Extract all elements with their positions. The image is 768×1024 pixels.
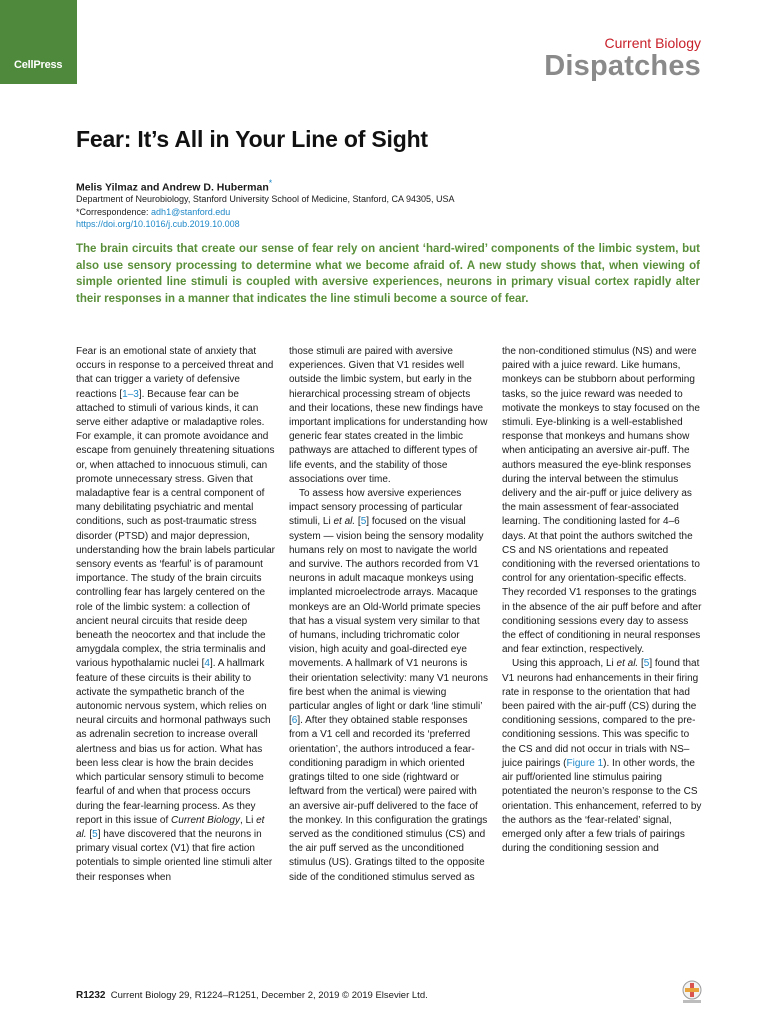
body-column-2 [289, 345, 489, 885]
footer-citation: Current Biology 29, R1224–R1251, December 2, 2019 © 2019 Elsevier Ltd. [110, 990, 428, 1001]
cellpress-logo: CellPress [14, 59, 63, 71]
citation-link[interactable]: 5 [643, 658, 650, 670]
correspondence-label: *Correspondence: [76, 206, 152, 217]
paragraph: those stimuli are paired with aversive experiences. Given that V1 resides well outside the limbic system, but early in the hierarchical processing stream of objects and their locations, these new findings have important implications for understanding how generic fear states created in the limbic pathways are attached to different types of life events, and the stability of those associations over time. [289, 346, 488, 485]
citation-link[interactable]: 6 [291, 715, 298, 727]
page-number: R1232 [76, 990, 106, 1001]
paragraph: the non-conditioned stimulus (NS) and were paired with a juice reward. Like humans, monkeys can be stubborn about performing tasks, so the juice reward was needed to motivate the monkeys to stay focused on the stimuli. Eye-blinking is a well-established response that monkeys and humans show when anticipating an aversive air-puff. The authors measured the eye-blink responses during the interval between the stimulus delivery and the air-puff or juice delivery as the main assessment of fear-associated learning. The conditioning lasted for 4–6 days. At that point the authors switched the CS and NS orientations and repeated conditioning with the reversed orientations to control for any orientation-specific effects. They recorded V1 responses to the gratings in the absence of the air puff before and after conditioning sessions every day to assess the effect of conditioning in neural responses and fear extinction, respectively. [502, 346, 702, 656]
citation-link[interactable]: 1–3 [122, 388, 139, 400]
authors: Melis Yilmaz and Andrew D. Huberman [76, 181, 269, 194]
paragraph: Using this approach, Li et al. [5] found that V1 neurons had enhancements in their firing rate in response to the orientation that had been paired with the air-puff (CS) during the conditioning sessions, compared to the pre-conditioning sessions. This was specific to the CS and did not occur in trials with NS–juice pairings (Figure 1). In other words, the air puff/oriented line stimulus pairing potentiated the neuron’s response to the CS orientation. This enhancement, referred to by the authors as the ‘fear-related’ signal, emerged only after a few trials of pairings during the conditioning session and [502, 658, 702, 855]
paragraph: To assess how aversive experiences impact sensory processing of particular stimuli, Li et al. [5] focused on the visual system — vision being the sensory modality humans rely on most to navigate the world and survive. The authors recorded from V1 neurons in adult macaque monkeys using implanted microelectrode arrays. Macaque monkeys are an Old-World primate species that has a visual system very similar to that of humans, including trichromatic color vision, high acuity and goal-directed eye movements. A hallmark of V1 neurons is their orientation selectivity: many V1 neurons fire best when the animal is viewing particular angles of light or dark ‘line stimuli’ [6]. After they obtained stable responses from a V1 cell and recorded its ‘preferred orientation’, the authors introduced a fear-conditioning paradigm in which oriented gratings tilted to one side (rightward or leftward from the vertical) were paired with an aversive air-puff delivered to the face of the monkey. In this configuration the gratings served as the conditioned stimulus (CS) and the air puff served as the unconditioned stimulus (US). Gratings tilted to the opposite side of the conditioned stimulus served as [289, 488, 488, 883]
correspondence-mark[interactable]: * [268, 178, 273, 188]
citation-link[interactable]: 5 [92, 828, 98, 840]
body-column-1 [76, 345, 276, 885]
correspondence [76, 206, 455, 219]
article-title: Fear: It’s All in Your Line of Sight [76, 126, 428, 152]
paragraph: Fear is an emotional state of anxiety that occurs in response to a perceived threat and that can trigger a variety of defensive reactions [1–3]. Because fear can be attached to stimuli of various kinds, it can serve either adaptive or maladaptive roles. For example, it can promote avoidance and escape from genuinely threatening situations or, when attached to innocuous stimuli, can promote unnecessary stress. Given that maladaptive fear is a central component of many debilitating psychiatric and mental conditions, such as post-traumatic stress disorder (PTSD) and major depression, understanding how the brain labels particular sensory events as ‘fearful’ is of paramount importance. The study of the brain circuits controlling fear has largely centered on the role of the limbic system: a collection of ancient neural circuits that reside deep beneath the neocortex and that include the amygdala complex, the stria terminalis and various hypothalamic nuclei [4]. A hallmark feature of these circuits is their ability to activate the sympathetic branch of the autonomic nervous system, which relies on neural circuits and hormonal pathways such as adrenalin secretion to increase overall alertness and bias us for action. What has been less clear is how the brain decides which particular sensory stimuli to become fearful of and when that process occurs during the fear-learning process. As they report in this issue of Current Biology, Li et al. [5] have discovered that the neurons in primary visual cortex (V1) that fire action potentials to simple oriented line stimuli alter their responses when [76, 346, 276, 883]
figure-link[interactable]: Figure 1 [566, 757, 604, 769]
journal-name: Current Biology [604, 35, 701, 51]
section-label: Dispatches [544, 50, 701, 82]
citation-link[interactable]: 4 [204, 658, 210, 670]
affiliation: Department of Neurobiology, Stanford University School of Medicine, Stanford, CA 94305, USA [76, 194, 455, 204]
correspondence-email-link[interactable]: adh1@stanford.edu [151, 206, 231, 217]
affiliation-block [76, 193, 455, 231]
abstract: The brain circuits that create our sense of fear rely on ancient ‘hard-wired’ components of the limbic system, but also use sensory processing to determine what we become afraid of. A new study shows that, when viewing of simple oriented line stimuli is coupled with aversive experiences, neurons in primary visual cortex rapidly alter their responses in a manner that indicates the line stimuli become a source of fear. [76, 243, 700, 305]
doi-link[interactable]: https://doi.org/10.1016/j.cub.2019.10.008 [76, 219, 240, 229]
citation-link[interactable]: 5 [360, 516, 367, 528]
page-footer [76, 990, 428, 1001]
crossmark-badge-icon[interactable] [679, 979, 705, 1005]
cellpress-logo-box [0, 0, 77, 84]
author-line [76, 178, 272, 194]
body-column-3 [502, 345, 702, 856]
